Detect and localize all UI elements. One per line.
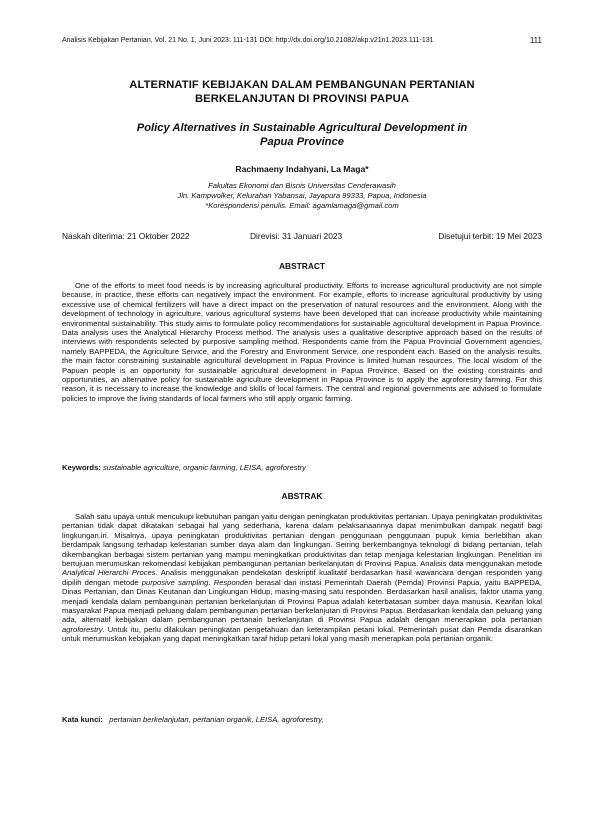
keywords-label: Keywords: bbox=[62, 463, 101, 472]
affiliation-line-2: Jln. Kampwolker, Kelurahan Yabansai, Jayapura 99333, Papua, Indonesia bbox=[177, 191, 427, 200]
abstrak-responden-term: Responden bbox=[213, 577, 253, 587]
kata-kunci-label: Kata kunci: bbox=[62, 715, 103, 724]
abstrak-agro-term: agroforestry bbox=[62, 624, 103, 634]
abstrak-sampling-term: purposive sampling bbox=[141, 577, 209, 587]
affiliation-line-1: Fakultas Ekonomi dan Bisnis Universitas Cenderawasih bbox=[208, 181, 396, 190]
abstrak-text-part-3: . bbox=[208, 577, 214, 587]
abstrak-text-part-5: . Untuk itu, perlu dilakukan peningkatan pengetahuan dan keterampilan petani lokal. Pemerintah pusat dan Pemda disarankan untuk merumuskan kebijakan yang dapat meningkatkan taraf hidup petani lokal yang masih menerapkan pola pertanian organik. bbox=[62, 624, 542, 644]
title-line-1: ALTERNATIF KEBIJAKAN DALAM PEMBANGUNAN PERTANIAN bbox=[129, 79, 475, 91]
subtitle-line-2: Papua Province bbox=[260, 136, 344, 148]
keywords-list: sustainable agriculture, organic farming, LEISA, agroforestry bbox=[102, 463, 306, 472]
abstrak-text-part-1: Salah satu upaya untuk mencukupi kebutuhan pangan yaitu dengan peningkatan produktivitas pertanian. Upaya peningkatan produktivitas pertanian tidak dapat dikatakan sebagai hal yang sederhana, karena dalam pelaksanaannya dapat menimbulkan dampak negatif bagi lingkungan.iri. Misalnya, upaya peningkatan produktivitas pertanian dengan penggunaan penggunaan pupuk kimia berlebihan akan berdampak langsung terhadap kelestarian sumber daya alam dan lingkungan. Seiring berkembangnya teknologi di bidang pertanian, telah dikembangkan berbagai sistem pertanian yang mampu meningkatkan produktivitas dan tetap menjaga kelestarian lingkungan. Penelitian ini bertujuan merumuskan rekomendasi kebijakan pembangunan pertanian berkelanjutan di Provinsi Papua. Analisis data menggunakan metode bbox=[62, 512, 542, 569]
abstract-text: One of the efforts to meet food needs is by increasing agricultural productivity. Efforts to increase agricultural productivity are not simple because, in practice, these efforts can negatively impact the environment. For example, efforts to increase agricultural productivity by using excessive use of chemical fertilizers will have a direct impact on the preservation of natural resources and the environment. Along with the development of technology in agriculture, various agricultural systems have been developed that can increase productivity while maintaining environmental sustainability. This study aims to formulate policy recommendations for sustainable agricultural development in Papua Province. Data analysis uses the Analytical Hierarchy Process method. The analysis uses a qualitative descriptive approach based on the results of interviews with respondents selected by purposive sampling method. Respondents came from the Papua Provincial Government agencies, namely BAPPEDA, the Agriculture Service, and the Forestry and Environment Service, one respondent each. Based on the analysis results, the main factor constraining sustainable agricultural development in Papua Province is limited human resources. The local wisdom of the Papuan people is an opportunity for sustainable agricultural development in Papua Province. Based on the existing constraints and opportunities, an alternative policy for sustainable agriculture development in Papua Province is to apply the agroforestry farming. For this reason, it is necessary to increase the knowledge and skills of local farmers. The central and regional governments are advised to formulate policies to improve the living standards of local farmers who still apply organic farming. bbox=[62, 281, 542, 403]
abstrak-heading: ABSTRAK bbox=[281, 491, 323, 501]
abstrak-keywords bbox=[62, 715, 542, 725]
abstrak-method-term: Analytical Hierarchi Proces bbox=[62, 568, 156, 578]
date-received: Naskah diterima: 21 Oktober 2022 bbox=[62, 231, 190, 241]
abstrak-text-part-4: berasal dari instasi Pemerintah Daerah (Pemda) Provinsi Papua, yaitu BAPPEDA, Dinas Pertanian, dan Dinas Keutanan dan Lingkungan Hidup, masing-masing satu responden. Berdasarkan hasil analisis, faktor utama yang menjadi kendala dalam pembangunan pertanian berkelanjutan di Provinsi Papua adalah keterbatasan sumber daya manusia. Kearifan lokal masyarakat Papua menjadi peluang dalam pembangunan pertanian berkelanjutan di Provinsi Papua. Berdasarkan kendala dan peluang yang ada, alternatif kebijakan dalam pembangunan pertanain berkelanjutan di Provinsi Papua adalah dengan menerapkan pola pertanian bbox=[62, 577, 542, 625]
date-revised: Direvisi: 31 Januari 2023 bbox=[250, 231, 343, 241]
page-number: 111 bbox=[529, 36, 542, 45]
title-line-2: BERKELANJUTAN DI PROVINSI PAPUA bbox=[194, 93, 410, 105]
abstract-heading: ABSTRACT bbox=[278, 261, 326, 271]
abstrak-text-part-2: . Analisis menggunakan pendekatan deskriptif kualitatif berdasarkan hasil wawancara dengan responden yang dipilih dengan metode bbox=[62, 568, 542, 587]
paper-title bbox=[62, 78, 542, 106]
affiliation bbox=[62, 181, 542, 211]
abstract-keywords bbox=[62, 463, 542, 473]
abstrak-text bbox=[62, 512, 542, 644]
running-header bbox=[62, 36, 542, 46]
date-approved: Disetujui terbit: 19 Mei 2023 bbox=[438, 231, 542, 241]
paper-subtitle-english bbox=[62, 121, 542, 149]
affiliation-line-3: *Korespondensi penulis. Email: agamlamaga@gmail.com bbox=[205, 201, 399, 210]
journal-citation: Analisis Kebijakan Pertanian, Vol. 21 No. 1, Juni 2023: 111-131 DOI: http://dx.doi.org/10.21082/akp.v21n1.2023.111-131 bbox=[62, 37, 434, 44]
kata-kunci-list: pertanian berkelanjutan, pertanian organik, LEISA, agroforestry, bbox=[109, 715, 324, 724]
subtitle-line-1: Policy Alternatives in Sustainable Agricultural Development in bbox=[136, 122, 468, 134]
authors: Rachmaeny Indahyani, La Maga* bbox=[235, 164, 369, 174]
